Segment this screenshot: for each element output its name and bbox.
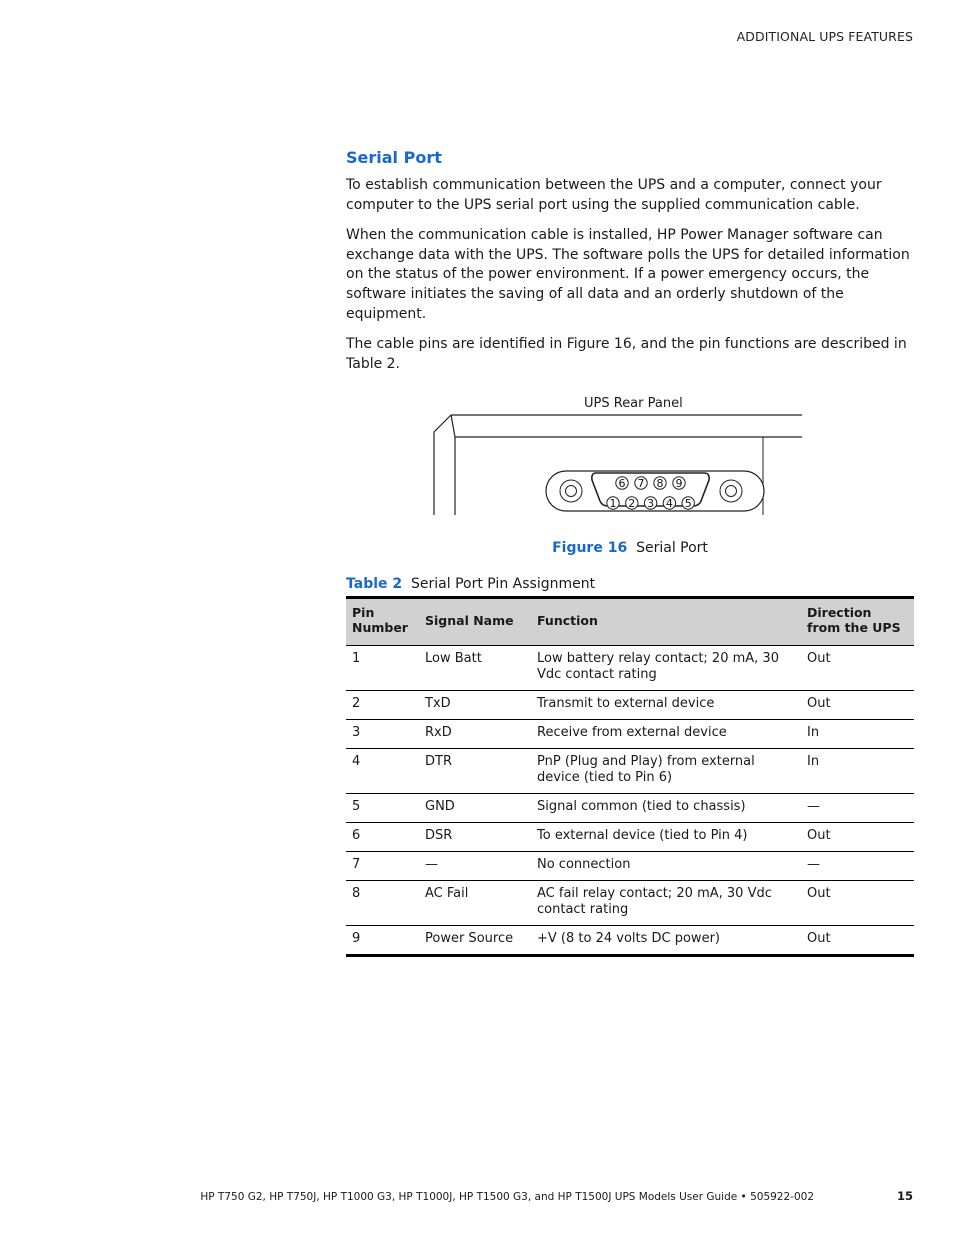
cell-signal-name: RxD	[419, 720, 531, 749]
panel-bevel-inner	[451, 415, 455, 437]
table-row	[346, 823, 914, 852]
pin-number-label: 7	[637, 477, 645, 491]
cell-signal-name: Power Source	[425, 931, 514, 947]
cell-direction: —	[801, 852, 914, 881]
cell-signal-name: —	[419, 852, 531, 881]
cell-function: PnP (Plug and Play) from external device (tied to Pin 6)	[531, 749, 801, 794]
table-row	[346, 852, 914, 881]
paragraph: When the communication cable is installed, HP Power Manager software can exchange data with the UPS. The software polls the UPS for detailed information on the status of the power environment. If a power emergency occurs, the software initiates the saving of all data and an orderly shutdown of the equipment.	[346, 227, 910, 322]
cell-direction: Out	[801, 646, 914, 691]
table-row	[346, 749, 914, 794]
cell-direction: In	[801, 749, 914, 794]
cell-pin-number: 1	[346, 646, 419, 691]
cell-function: Transmit to external device	[531, 691, 801, 720]
table-row	[346, 926, 914, 956]
cell-direction: Out	[807, 931, 831, 947]
paragraph: To establish communication between the UPS and a computer, connect your computer to the UPS serial port using the supplied communication cable.	[346, 177, 882, 213]
cell-function: No connection	[531, 852, 801, 881]
cell-function: Signal common (tied to chassis)	[531, 794, 801, 823]
cell-pin-number: 4	[346, 749, 419, 794]
pin-assignment-table	[346, 596, 914, 957]
figure-label: UPS Rear Panel	[584, 396, 683, 412]
cell-pin-number: 3	[346, 720, 419, 749]
table-header-row	[346, 598, 914, 646]
table-caption	[346, 576, 914, 592]
pin-number-label: 4	[665, 497, 673, 511]
pin-number-label: 3	[647, 497, 655, 511]
cell-pin-number: 2	[346, 691, 419, 720]
cell-signal-name: Low Batt	[419, 646, 531, 691]
cell-direction: Out	[801, 823, 914, 852]
pin-number-label: 8	[656, 477, 664, 491]
table-row	[346, 881, 914, 926]
cell-signal-name: DSR	[419, 823, 531, 852]
cell-direction: In	[801, 720, 914, 749]
cell-function: Receive from external device	[531, 720, 801, 749]
main-content	[346, 148, 914, 957]
table-row	[346, 794, 914, 823]
cell-direction: —	[801, 794, 914, 823]
figure-serial-port	[346, 390, 914, 572]
table-row	[346, 646, 914, 691]
cell-signal-name: DTR	[419, 749, 531, 794]
table-row	[346, 691, 914, 720]
cell-signal-name: GND	[419, 794, 531, 823]
col-header-signal-name: Signal Name	[419, 598, 531, 646]
cell-pin-number: 5	[346, 794, 419, 823]
running-head: ADDITIONAL UPS FEATURES	[736, 29, 913, 44]
cell-function: +V (8 to 24 volts DC power)	[537, 931, 720, 947]
cell-function: Low battery relay contact; 20 mA, 30 Vdc contact rating	[531, 646, 801, 691]
cell-signal-name: TxD	[419, 691, 531, 720]
figure-caption-text: Serial Port	[636, 540, 708, 557]
screw-left-inner-icon	[566, 486, 577, 497]
cell-pin-number: 7	[346, 852, 419, 881]
pin-number-label: 6	[618, 477, 626, 491]
panel-bevel	[434, 415, 451, 432]
table-caption-text: Serial Port Pin Assignment	[411, 576, 596, 593]
screw-right-inner-icon	[726, 486, 737, 497]
pin-number-label: 1	[609, 497, 617, 511]
section-title: Serial Port	[346, 148, 442, 167]
col-header-function: Function	[531, 598, 801, 646]
cell-direction: Out	[801, 881, 914, 926]
table-caption-number: Table 2	[346, 576, 403, 593]
table-body	[346, 646, 914, 956]
figure-caption-number: Figure 16	[552, 540, 628, 557]
cell-pin-number: 6	[346, 823, 419, 852]
cell-pin-number: 9	[352, 931, 361, 947]
cell-direction: Out	[801, 691, 914, 720]
pin-number-label: 9	[675, 477, 683, 491]
col-header-direction: Direction from the UPS	[801, 598, 914, 646]
cell-function: AC fail relay contact; 20 mA, 30 Vdc contact rating	[531, 881, 801, 926]
page-number: 15	[896, 1189, 913, 1203]
cell-pin-number: 8	[346, 881, 419, 926]
pin-number-label: 2	[628, 497, 636, 511]
table-row	[346, 720, 914, 749]
cell-function: To external device (tied to Pin 4)	[531, 823, 801, 852]
footer-text: HP T750 G2, HP T750J, HP T1000 G3, HP T1000J, HP T1500 G3, and HP T1500J UPS Models User Guide • 505922-002	[200, 1191, 814, 1203]
cell-signal-name: AC Fail	[419, 881, 531, 926]
pin-number-label: 5	[684, 497, 692, 511]
figure-caption	[346, 540, 914, 556]
paragraph: The cable pins are identified in Figure 16, and the pin functions are described in Table 2.	[346, 336, 907, 372]
col-header-pin-number: Pin Number	[346, 598, 419, 646]
